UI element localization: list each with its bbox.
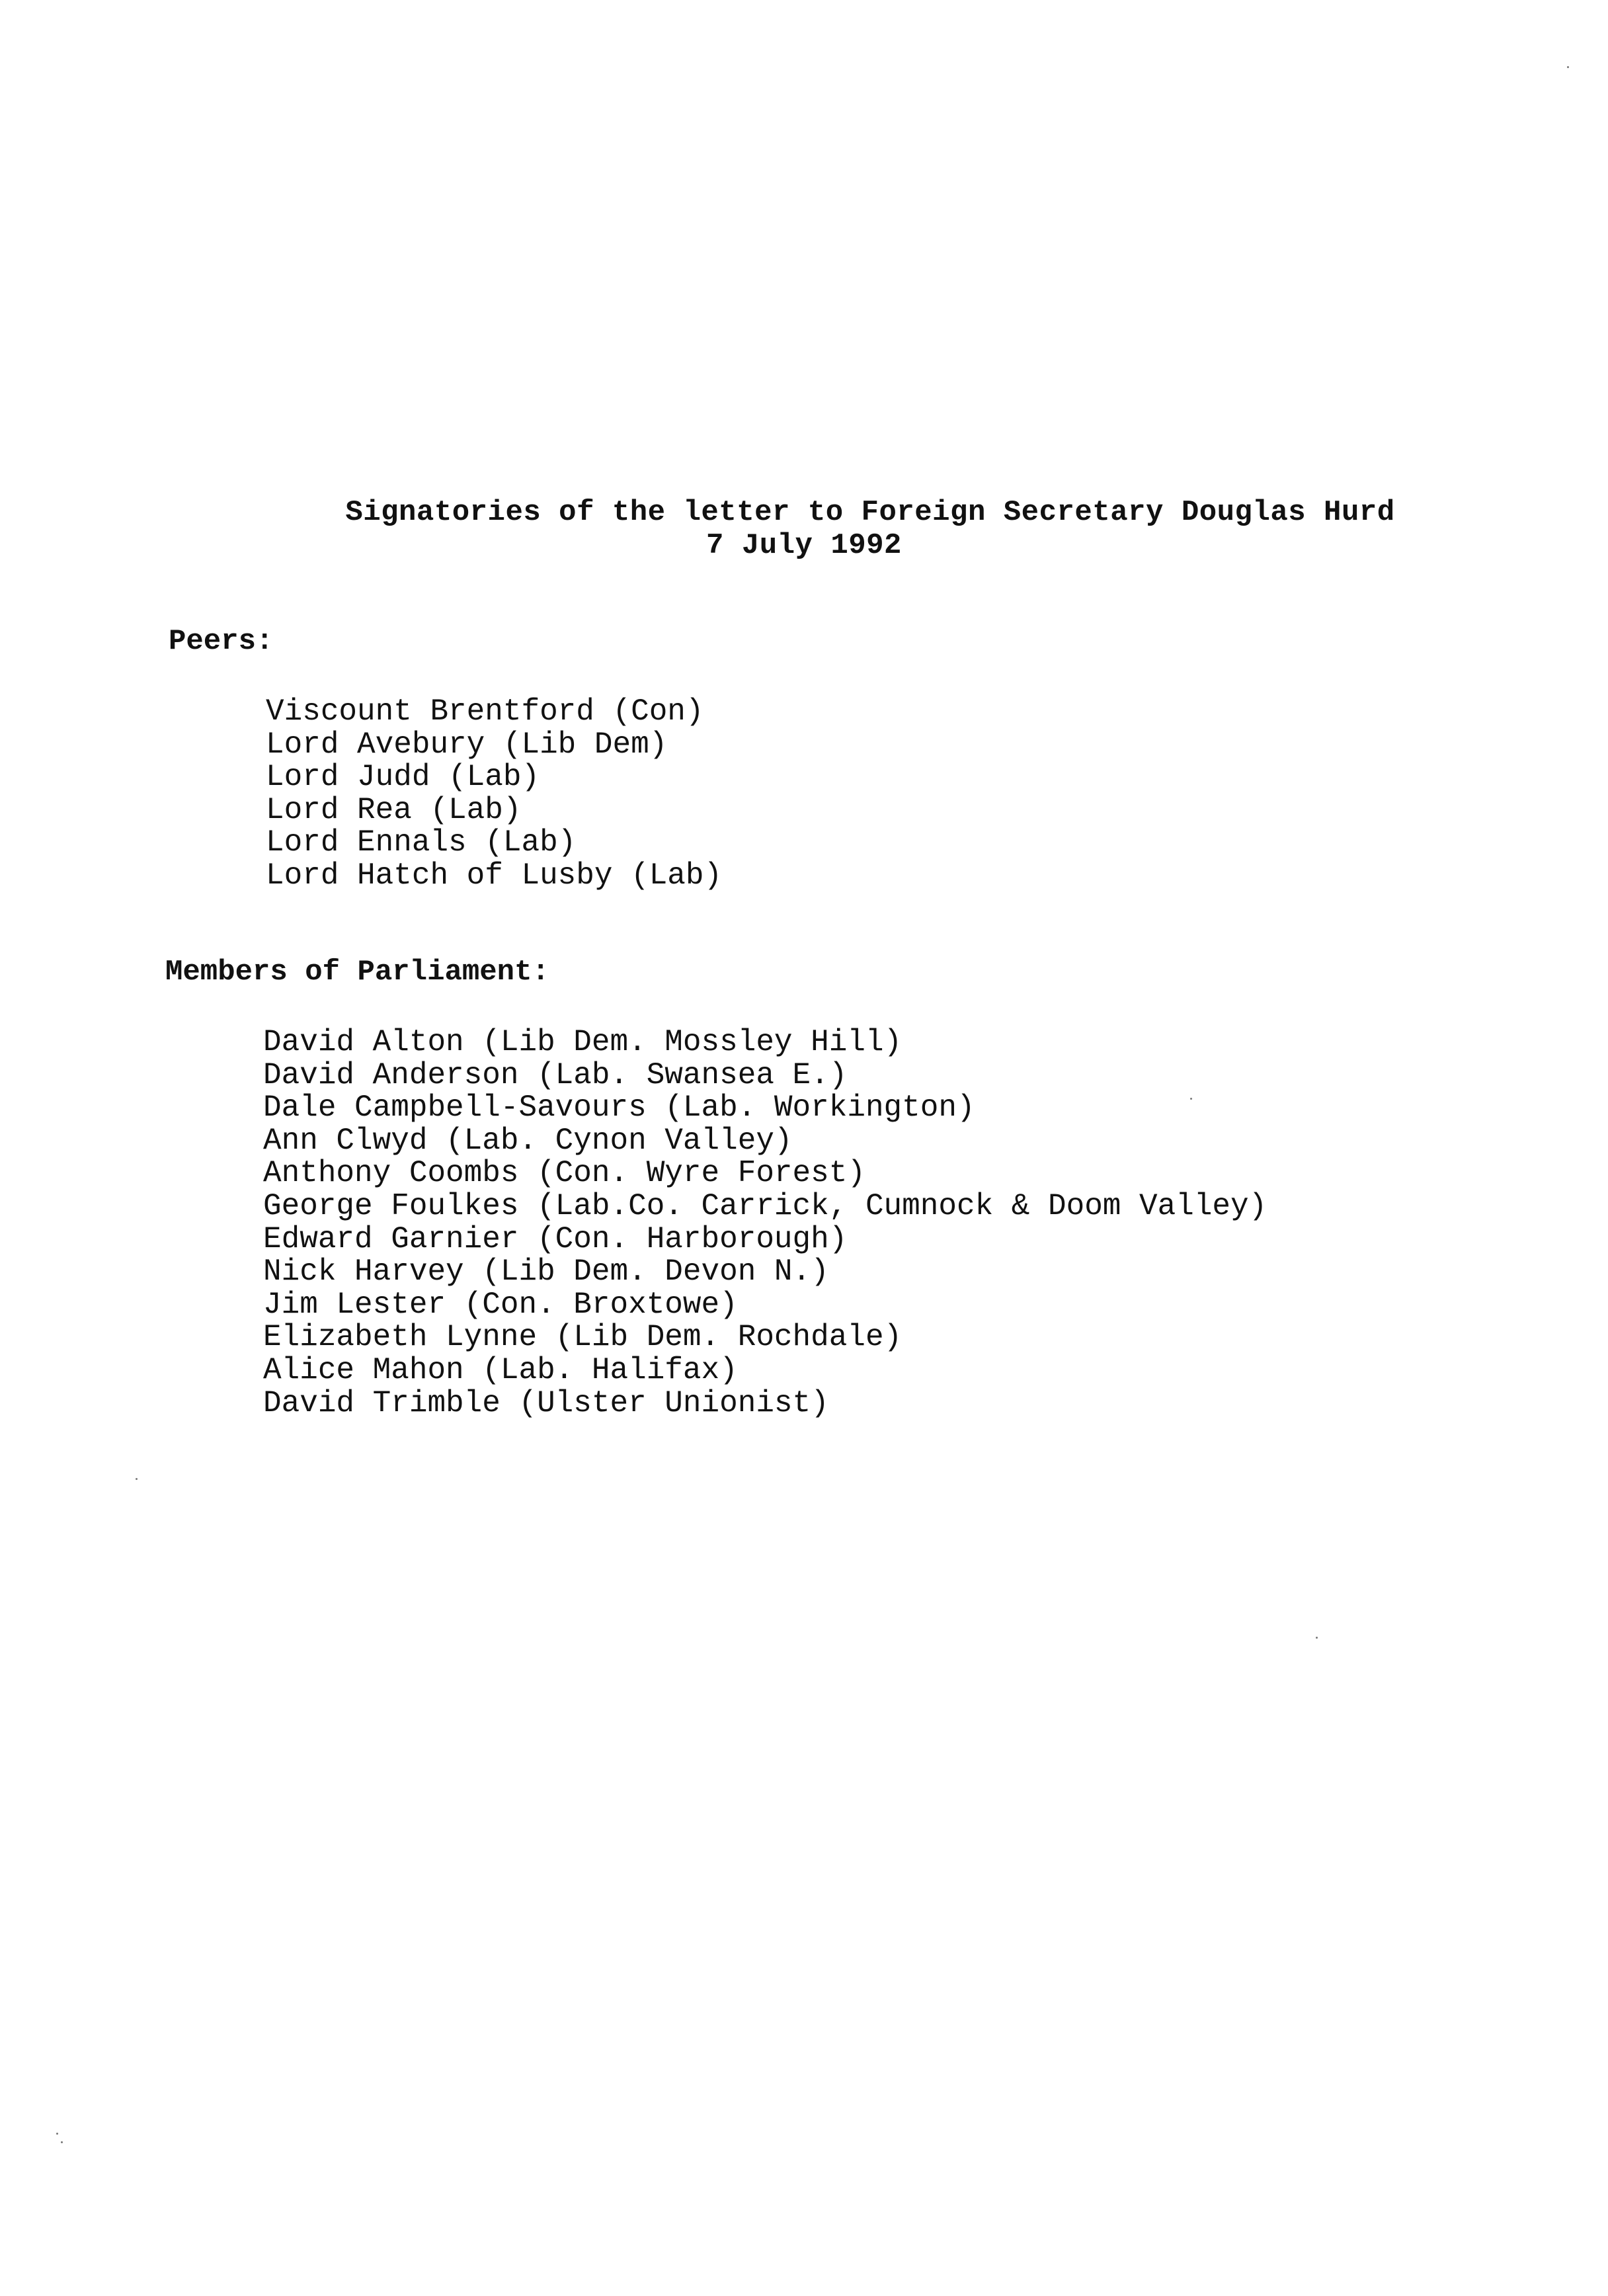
- list-item: Lord Rea (Lab): [266, 792, 522, 827]
- peers-heading: Peers:: [169, 625, 274, 658]
- list-item: Ann Clwyd (Lab. Cynon Valley): [263, 1123, 793, 1158]
- mps-list: [263, 1026, 1267, 1420]
- list-item: David Anderson (Lab. Swansea E.): [263, 1057, 848, 1092]
- list-item: Elizabeth Lynne (Lib Dem. Rochdale): [263, 1320, 903, 1355]
- list-item: Dale Campbell-Savours (Lab. Workington): [263, 1090, 975, 1126]
- scan-speck: [56, 2133, 58, 2135]
- list-item: Jim Lester (Con. Broxtowe): [263, 1287, 738, 1322]
- list-item: Lord Hatch of Lusby (Lab): [266, 858, 723, 893]
- list-item: Anthony Coombs (Con. Wyre Forest): [263, 1156, 865, 1191]
- list-item: Lord Avebury (Lib Dem): [266, 727, 668, 762]
- list-item: David Alton (Lib Dem. Mossley Hill): [263, 1025, 903, 1059]
- peers-list: [266, 696, 722, 893]
- mps-heading: Members of Parliament:: [165, 956, 549, 989]
- list-item: George Foulkes (Lab.Co. Carrick, Cumnock & Doom Valley): [263, 1188, 1267, 1223]
- scan-speck: [1567, 66, 1569, 68]
- list-item: Viscount Brentford (Con): [266, 694, 704, 729]
- list-item: Edward Garnier (Con. Harborough): [263, 1221, 848, 1256]
- list-item: Alice Mahon (Lab. Halifax): [263, 1352, 738, 1387]
- list-item: Lord Judd (Lab): [266, 760, 540, 795]
- list-item: Nick Harvey (Lib Dem. Devon N.): [263, 1254, 829, 1290]
- list-item: Lord Ennals (Lab): [266, 825, 577, 860]
- list-item: David Trimble (Ulster Unionist): [263, 1385, 829, 1420]
- document-date: 7 July 1992: [706, 529, 902, 562]
- scan-speck: [136, 1478, 138, 1480]
- scan-speck: [1190, 1098, 1192, 1100]
- scan-speck: [61, 2141, 63, 2143]
- scan-speck: [1316, 1637, 1318, 1639]
- document-title: Signatories of the letter to Foreign Secretary Douglas Hurd: [345, 496, 1395, 529]
